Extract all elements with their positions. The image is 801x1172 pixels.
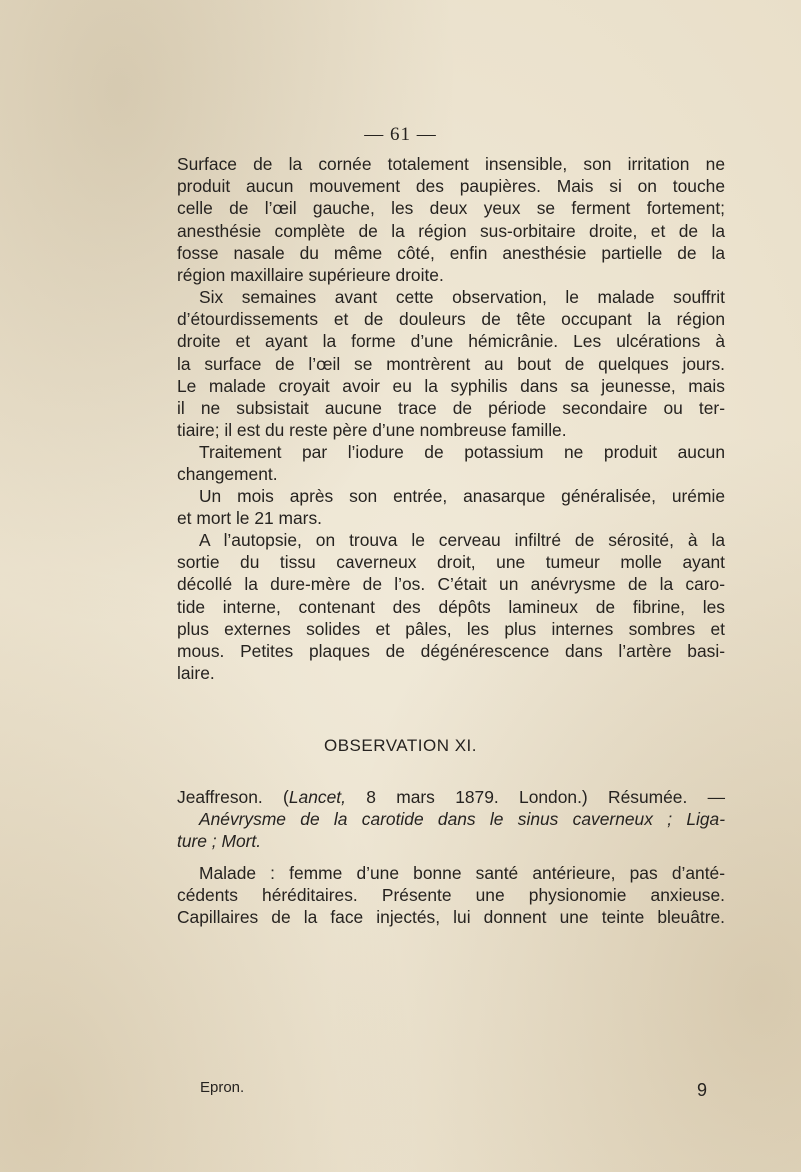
section-title: OBSERVATION XI.: [324, 736, 477, 755]
text-line: anesthésie complète de la région sus-orbitaire droite, et de la: [177, 220, 725, 241]
citation-title-line: ture ; Mort.: [177, 831, 262, 852]
signature-mark: Epron.: [200, 1079, 245, 1096]
text-line: fosse nasale du même côté, enfin anesthésie partielle de la: [177, 242, 725, 263]
text-line: sortie du tissu caverneux droit, une tumeur molle ayant: [177, 552, 725, 573]
text-line: mous. Petites plaques de dégénérescence dans l’artère basi-: [177, 640, 725, 661]
text-line: et mort le 21 mars.: [177, 508, 322, 529]
text-line: Malade : femme d’une bonne santé antérieure, pas d’anté-: [199, 863, 725, 883]
citation-line: Jeaffreson. (Lancet, 8 mars 1879. London.) Résumée. —: [177, 787, 725, 807]
citation-author: Jeaffreson.: [177, 787, 263, 807]
text-line: tiaire; il est du reste père d’une nombreuse famille.: [177, 420, 567, 441]
text-line: Six semaines avant cette observation, le malade souffrit: [199, 287, 725, 307]
text-line: A l’autopsie, on trouva le cerveau infiltré de sérosité, à la: [199, 530, 725, 550]
paragraph-2: [177, 286, 725, 441]
paragraph-1: [177, 153, 725, 286]
text-line: Traitement par l’iodure de potassium ne produit aucun: [199, 442, 725, 462]
text-line: droite et ayant la forme d’une hémicrânie. Les ulcérations à: [177, 331, 725, 352]
gathering-number: 9: [697, 1080, 708, 1100]
text-line: tide interne, contenant des dépôts lamineux de fibrine, les: [177, 596, 725, 617]
page-number: — 61 —: [364, 124, 437, 145]
citation-title-line: Anévrysme de la carotide dans le sinus caverneux ; Liga-: [199, 809, 725, 830]
text-line: laire.: [177, 663, 215, 684]
text-line: Un mois après son entrée, anasarque généralisée, urémie: [199, 486, 725, 506]
text-line: la surface de l’œil se montrèrent au bout de quelques jours.: [177, 353, 725, 374]
text-line: il ne subsistait aucune trace de période secondaire ou ter-: [177, 397, 725, 418]
paragraph-3: [177, 441, 725, 485]
text-line: plus externes solides et pâles, les plus internes sombres et: [177, 618, 725, 639]
text-line: Capillaires de la face injectés, lui donnent une teinte bleuâtre.: [177, 907, 725, 928]
text-line: cédents héréditaires. Présente une physionomie anxieuse.: [177, 885, 725, 906]
citation-journal: Lancet,: [288, 787, 346, 807]
paragraph-6: [177, 862, 725, 929]
text-line: changement.: [177, 464, 278, 485]
text-line: Le malade croyait avoir eu la syphilis dans sa jeunesse, mais: [177, 375, 725, 396]
text-line: produit aucun mouvement des paupières. Mais si on touche: [177, 176, 725, 197]
paragraph-5: [177, 529, 725, 684]
citation-details: 8 mars 1879. London.) Résumée. —: [366, 787, 725, 807]
text-line: région maxillaire supérieure droite.: [177, 264, 444, 285]
text-line: celle de l’œil gauche, les deux yeux se ferment fortement;: [177, 198, 725, 219]
citation: [177, 786, 725, 853]
text-line: décollé la dure-mère de l’os. C’était un anévrysme de la caro-: [177, 574, 725, 595]
paragraph-4: [177, 485, 725, 529]
text-line: Surface de la cornée totalement insensible, son irritation ne: [177, 154, 725, 174]
text-line: d’étourdissements et de douleurs de tête occupant la région: [177, 309, 725, 330]
